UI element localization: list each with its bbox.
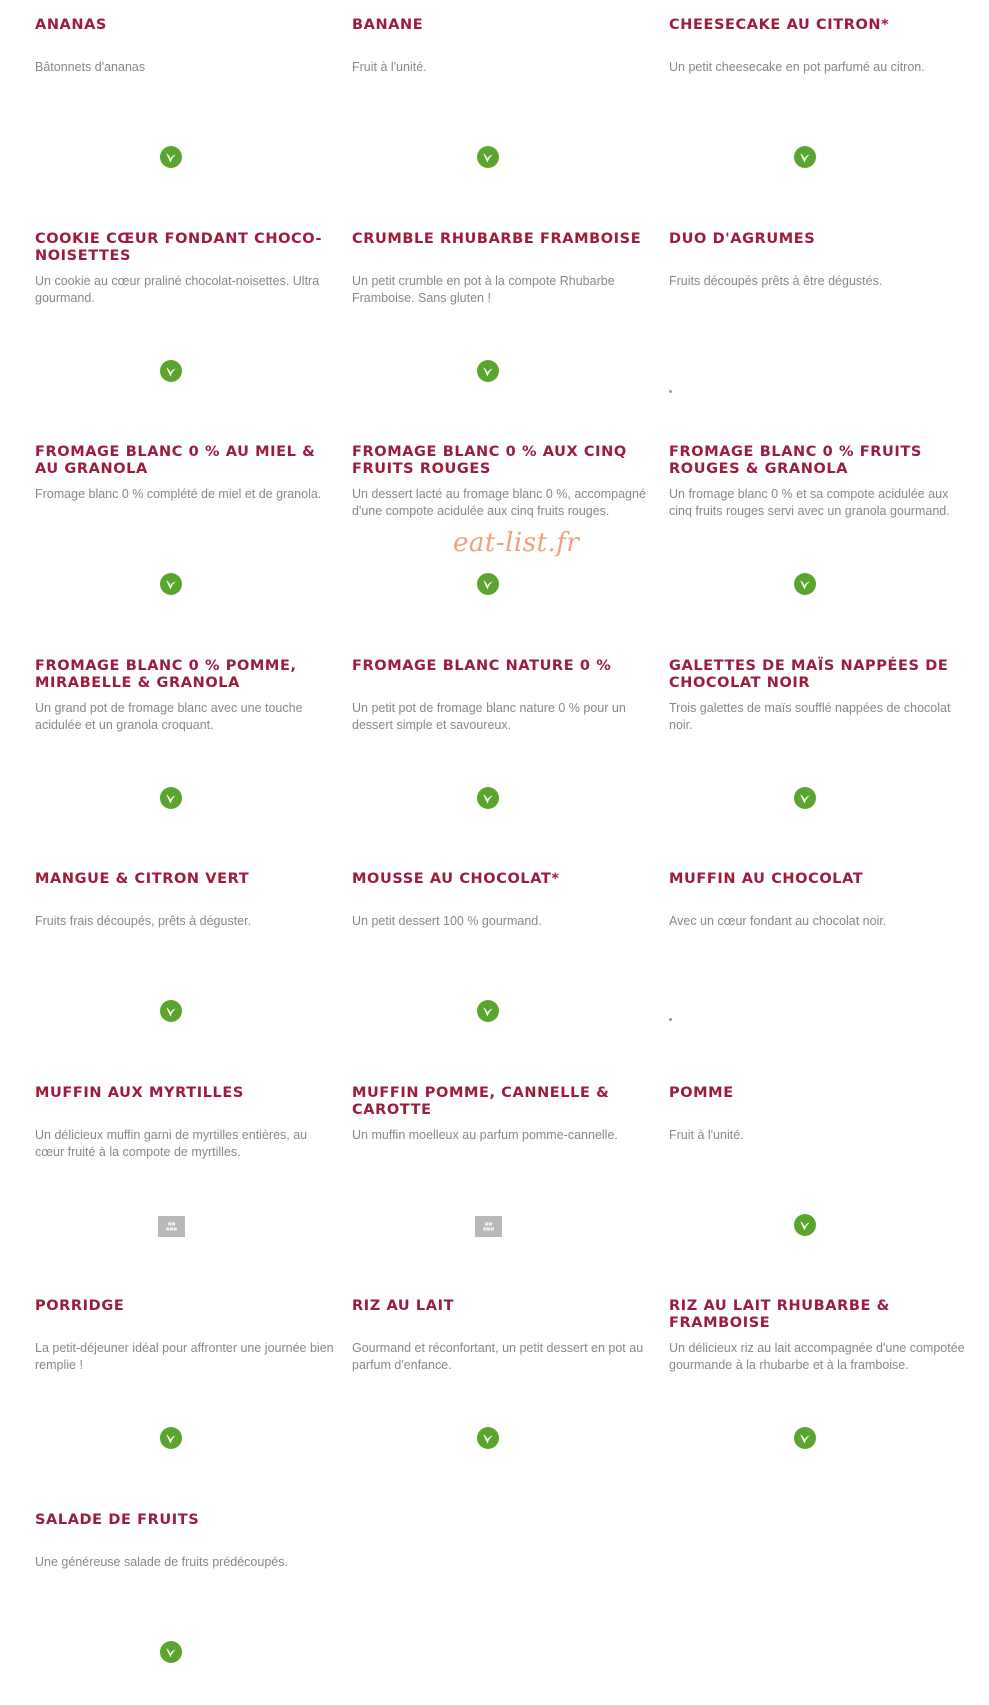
bio-label-icon: ■■ ■■■ — [158, 1216, 185, 1237]
vegetarian-icon — [794, 1427, 816, 1449]
product-card[interactable] — [35, 854, 335, 1064]
product-card[interactable] — [669, 214, 969, 424]
vegetarian-icon — [477, 573, 499, 595]
placeholder-dot — [669, 1018, 672, 1021]
product-description: Gourmand et réconfortant, un petit dessert en pot au parfum d'enfance. — [352, 1341, 644, 1372]
product-title[interactable]: FROMAGE BLANC 0 % AUX CINQ FRUITS ROUGES — [352, 444, 627, 477]
vegetarian-icon — [160, 360, 182, 382]
vegetarian-icon — [794, 573, 816, 595]
product-title[interactable]: BANANE — [352, 17, 424, 33]
product-title[interactable]: FROMAGE BLANC NATURE 0 % — [352, 657, 612, 674]
vegetarian-icon — [160, 573, 182, 595]
product-card[interactable] — [352, 1281, 652, 1491]
watermark: eat-list.fr — [453, 528, 580, 558]
product-description: Trois galettes de maïs soufflé nappées de chocolat noir. — [669, 700, 951, 732]
product-description: Un muffin moelleux au parfum pomme-cannelle. — [352, 1127, 618, 1142]
vegetarian-icon — [477, 1427, 499, 1449]
product-card[interactable] — [352, 0, 652, 210]
product-description: Fruits découpés prêts à être dégustés. — [669, 273, 883, 288]
vegetarian-icon — [794, 1214, 816, 1236]
product-title[interactable]: RIZ AU LAIT — [352, 1298, 455, 1314]
product-card[interactable] — [669, 641, 969, 851]
product-title[interactable]: FROMAGE BLANC 0 % POMME, MIRABELLE & GRANOLA — [35, 657, 297, 691]
bio-label-icon: ■■ ■■■ — [475, 1216, 502, 1237]
product-card[interactable] — [35, 1495, 335, 1705]
product-title[interactable]: GALETTES DE MAÏS NAPPÉES DE CHOCOLAT NOIR — [669, 657, 949, 691]
product-title[interactable]: MUFFIN AU CHOCOLAT — [669, 871, 864, 887]
product-title[interactable]: FROMAGE BLANC 0 % AU MIEL & AU GRANOLA — [35, 444, 316, 477]
product-description: Une généreuse salade de fruits prédécoupés. — [35, 1554, 288, 1569]
product-card[interactable] — [35, 1281, 335, 1491]
vegetarian-icon — [160, 146, 182, 168]
product-description: Un cookie au cœur praliné chocolat-noisettes. Ultra gourmand. — [35, 273, 320, 305]
product-card[interactable] — [352, 214, 652, 424]
product-card[interactable] — [352, 1068, 652, 1278]
product-title[interactable]: CRUMBLE RHUBARBE FRAMBOISE — [352, 230, 642, 247]
vegetarian-icon — [794, 146, 816, 168]
product-description: Un petit crumble en pot à la compote Rhubarbe Framboise. Sans gluten ! — [352, 273, 615, 305]
product-title[interactable]: MUFFIN AUX MYRTILLES — [35, 1084, 244, 1101]
product-card[interactable] — [352, 641, 652, 851]
product-card[interactable] — [35, 641, 335, 851]
product-title[interactable]: RIZ AU LAIT RHUBARBE & FRAMBOISE — [669, 1298, 890, 1331]
product-description: Avec un cœur fondant au chocolat noir. — [669, 914, 887, 928]
vegetarian-icon — [160, 1641, 182, 1663]
product-card[interactable] — [669, 0, 969, 210]
vegetarian-icon — [794, 787, 816, 809]
product-description: Fruit à l'unité. — [352, 60, 427, 74]
vegetarian-icon — [160, 1000, 182, 1022]
product-card[interactable] — [669, 854, 969, 1064]
product-description: Fruit à l'unité. — [669, 1127, 744, 1142]
product-card[interactable] — [35, 427, 335, 637]
product-description: Fruits frais découpés, prêts à déguster. — [35, 914, 252, 928]
product-title[interactable]: SALADE DE FRUITS — [35, 1511, 200, 1528]
product-title[interactable]: DUO D'AGRUMES — [669, 230, 816, 247]
product-title[interactable]: COOKIE CŒUR FONDANT CHOCO-NOISETTES — [35, 230, 323, 264]
product-card[interactable] — [35, 0, 335, 210]
product-title[interactable]: MANGUE & CITRON VERT — [35, 871, 250, 887]
product-title[interactable]: POMME — [669, 1084, 734, 1101]
product-title[interactable]: MOUSSE AU CHOCOLAT* — [352, 871, 560, 887]
product-description: Un délicieux muffin garni de myrtilles entières, au cœur fruité à la compote de myrtilles. — [35, 1127, 308, 1159]
vegetarian-icon — [477, 787, 499, 809]
product-card[interactable] — [352, 854, 652, 1064]
product-description: Un petit pot de fromage blanc nature 0 % pour un dessert simple et savoureux. — [352, 700, 626, 732]
vegetarian-icon — [477, 360, 499, 382]
product-description: Un dessert lacté au fromage blanc 0 %, accompagné d'une compote acidulée aux cinq fruits rouges. — [352, 487, 646, 518]
product-card[interactable] — [669, 427, 969, 637]
product-description: Un délicieux riz au lait accompagnée d'une compotée gourmande à la rhubarbe et à la framboise. — [669, 1341, 965, 1372]
product-description: Un petit cheesecake en pot parfumé au citron. — [669, 60, 925, 74]
product-description: Un fromage blanc 0 % et sa compote acidulée aux cinq fruits rouges servi avec un granola gourmand. — [669, 487, 950, 518]
placeholder-dot — [669, 390, 672, 393]
product-title[interactable]: FROMAGE BLANC 0 % FRUITS ROUGES & GRANOLA — [669, 444, 922, 477]
product-card[interactable] — [669, 1068, 969, 1278]
product-card[interactable] — [35, 1068, 335, 1278]
product-card[interactable] — [669, 1281, 969, 1491]
product-title[interactable]: PORRIDGE — [35, 1298, 125, 1314]
product-title[interactable]: CHEESECAKE AU CITRON* — [669, 17, 890, 33]
vegetarian-icon — [160, 787, 182, 809]
product-description: Bâtonnets d'ananas — [35, 60, 146, 74]
product-title[interactable]: ANANAS — [35, 17, 107, 33]
product-title[interactable]: MUFFIN POMME, CANNELLE & CAROTTE — [352, 1084, 610, 1118]
product-card[interactable] — [35, 214, 335, 424]
vegetarian-icon — [477, 1000, 499, 1022]
product-description: Un petit dessert 100 % gourmand. — [352, 914, 542, 928]
product-description: Un grand pot de fromage blanc avec une touche acidulée et un granola croquant. — [35, 700, 303, 732]
vegetarian-icon — [160, 1427, 182, 1449]
product-description: La petit-déjeuner idéal pour affronter une journée bien remplie ! — [35, 1341, 334, 1372]
product-description: Fromage blanc 0 % complété de miel et de granola. — [35, 487, 322, 501]
vegetarian-icon — [477, 146, 499, 168]
